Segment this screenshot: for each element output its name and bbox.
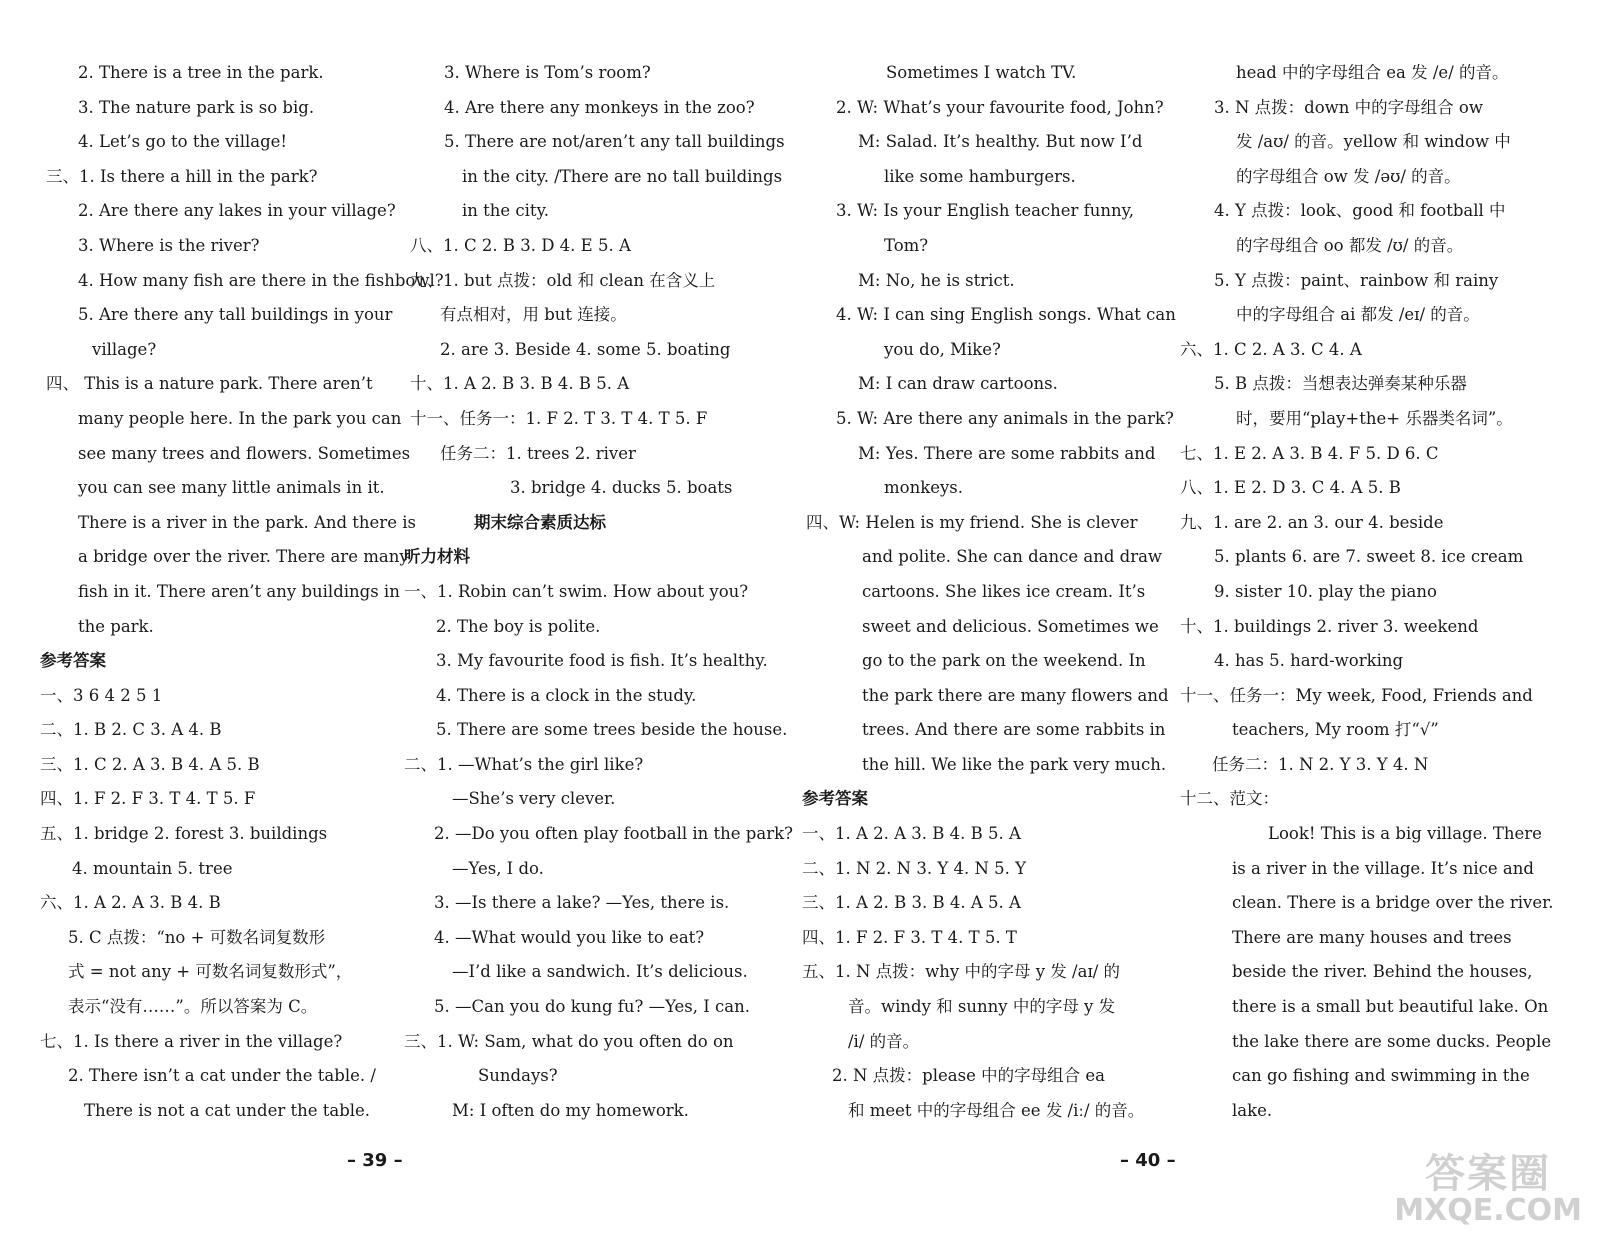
text-line: 5. C 点拨：“no + 可数名词复数形 — [68, 927, 326, 947]
text-line: 二、1. —What’s the girl like? — [404, 754, 644, 774]
text-line: 七、1. Is there a river in the village? — [40, 1031, 343, 1051]
text-line: Look! This is a big village. There — [1268, 824, 1542, 844]
text-line: 九、1. but 点拨：old 和 clean 在含义上 — [410, 270, 716, 290]
text-line: 5. There are some trees beside the house. — [436, 720, 788, 740]
text-line: can go fishing and swimming in the — [1232, 1066, 1530, 1086]
text-line: 一、1. A 2. A 3. B 4. B 5. A — [802, 824, 1021, 844]
text-line: 3. bridge 4. ducks 5. boats — [510, 478, 733, 498]
text-line: 二、1. B 2. C 3. A 4. B — [40, 720, 222, 740]
text-line: 八、1. C 2. B 3. D 4. E 5. A — [410, 235, 631, 255]
text-line: M: I can draw cartoons. — [858, 374, 1058, 394]
text-line: /i/ 的音。 — [848, 1031, 920, 1051]
text-line: 六、1. C 2. A 3. C 4. A — [1180, 339, 1362, 359]
text-line: 2. N 点拨：please 中的字母组合 ea — [832, 1066, 1105, 1086]
text-line: 表示“没有……”。所以答案为 C。 — [68, 997, 318, 1017]
text-line: cartoons. She likes ice cream. It’s — [862, 581, 1146, 601]
text-line: sweet and delicious. Sometimes we — [862, 616, 1159, 636]
text-line: 5. Are there any tall buildings in your — [78, 305, 393, 325]
watermark-text-cn: 答案圈 — [1425, 1151, 1552, 1197]
text-line: 4. There is a clock in the study. — [436, 685, 697, 705]
text-line: 3. Where is the river? — [78, 235, 260, 255]
text-line: there is a small but beautiful lake. On — [1232, 997, 1549, 1017]
section-label: 参考答案 — [40, 651, 106, 671]
text-line: 3. W: Is your English teacher funny, — [836, 201, 1135, 221]
text-line: fish in it. There aren’t any buildings in — [78, 581, 400, 601]
text-line: 2. —Do you often play football in the park? — [434, 824, 793, 844]
text-line: 音。windy 和 sunny 中的字母 y 发 — [848, 997, 1116, 1017]
text-line: 4. How many fish are there in the fishbowl? — [78, 270, 444, 290]
text-line: 和 meet 中的字母组合 ee 发 /iː/ 的音。 — [848, 1100, 1145, 1120]
text-line: 十、1. buildings 2. river 3. weekend — [1180, 616, 1479, 636]
text-line: 3. N 点拨：down 中的字母组合 ow — [1214, 97, 1483, 117]
text-line: see many trees and flowers. Sometimes — [78, 443, 411, 463]
text-line: teachers, My room 打“√” — [1232, 720, 1439, 740]
section-label: 参考答案 — [802, 789, 868, 809]
text-line: 三、1. C 2. A 3. B 4. A 5. B — [40, 754, 260, 774]
text-line: 有点相对，用 but 连接。 — [440, 305, 627, 325]
section-label: 听力材料 — [404, 547, 470, 567]
text-line: head 中的字母组合 ea 发 /e/ 的音。 — [1236, 63, 1509, 82]
text-line: 时，要用“play+the+ 乐器类名词”。 — [1236, 408, 1513, 428]
text-line: 4. W: I can sing English songs. What can — [836, 305, 1176, 325]
text-line: M: I often do my homework. — [452, 1100, 689, 1120]
text-line: you do, Mike? — [884, 339, 1001, 359]
text-line: in the city. — [462, 201, 549, 221]
text-line: 4. has 5. hard-working — [1214, 651, 1404, 671]
text-line: M: Salad. It’s healthy. But now I’d — [858, 132, 1143, 152]
text-line: 的字母组合 ow 发 /əʊ/ 的音。 — [1236, 166, 1461, 186]
text-line: many people here. In the park you can — [78, 408, 402, 428]
text-line: in the city. /There are no tall buildings — [462, 166, 783, 186]
text-line: Tom? — [884, 235, 929, 255]
page-number-right: – 40 – — [1120, 1150, 1176, 1171]
text-line: —She’s very clever. — [452, 789, 616, 809]
text-line: go to the park on the weekend. In — [862, 651, 1146, 671]
text-line: 十一、任务一：1. F 2. T 3. T 4. T 5. F — [410, 408, 708, 428]
text-line: village? — [92, 339, 157, 359]
text-line: lake. — [1232, 1100, 1273, 1120]
text-line: trees. And there are some rabbits in — [862, 720, 1166, 740]
text-line: 2. Are there any lakes in your village? — [78, 201, 396, 221]
text-line: 4. —What would you like to eat? — [434, 927, 705, 947]
text-line: monkeys. — [884, 478, 964, 498]
text-line: 3. Where is Tom’s room? — [444, 63, 651, 82]
watermark-text-en: MXQE.COM — [1394, 1193, 1582, 1228]
text-line: 4. Are there any monkeys in the zoo? — [444, 97, 755, 117]
text-line: you can see many little animals in it. — [78, 478, 385, 498]
text-line: 2. There isn’t a cat under the table. / — [68, 1066, 376, 1086]
text-line: 五、1. N 点拨：why 中的字母 y 发 /aɪ/ 的 — [802, 962, 1121, 982]
text-line: —Yes, I do. — [452, 858, 544, 878]
text-line: 中的字母组合 ai 都发 /eɪ/ 的音。 — [1236, 305, 1480, 325]
text-line: 3. The nature park is so big. — [78, 97, 315, 117]
text-line: 三、1. W: Sam, what do you often do on — [404, 1031, 734, 1051]
text-line: the hill. We like the park very much. — [862, 754, 1167, 774]
text-line: the park there are many flowers and — [862, 685, 1169, 705]
text-line: 5. —Can you do kung fu? —Yes, I can. — [434, 997, 750, 1017]
text-line: 3. My favourite food is fish. It’s healthy. — [436, 651, 768, 671]
text-line: the lake there are some ducks. People — [1232, 1031, 1552, 1051]
text-line: 发 /aʊ/ 的音。yellow 和 window 中 — [1236, 132, 1511, 152]
text-line: There are many houses and trees — [1232, 927, 1512, 947]
text-line: 2. W: What’s your favourite food, John? — [836, 97, 1164, 117]
text-line: There is not a cat under the table. — [84, 1100, 371, 1120]
watermark-logo — [1394, 1142, 1582, 1228]
text-line: 任务二：1. N 2. Y 3. Y 4. N — [1212, 754, 1429, 774]
text-line: —I’d like a sandwich. It’s delicious. — [452, 962, 748, 982]
text-line: 5. W: Are there any animals in the park? — [836, 408, 1174, 428]
text-line: 十、1. A 2. B 3. B 4. B 5. A — [410, 374, 630, 394]
text-line: 十二、范文： — [1180, 789, 1279, 809]
text-line: 九、1. are 2. an 3. our 4. beside — [1180, 512, 1444, 532]
text-line: 八、1. E 2. D 3. C 4. A 5. B — [1180, 478, 1401, 498]
text-line: 四、1. F 2. F 3. T 4. T 5. F — [40, 789, 256, 809]
text-line: and polite. She can dance and draw — [862, 547, 1163, 567]
section-heading: 期末综合素质达标 — [474, 512, 606, 532]
text-line: Sundays? — [478, 1066, 558, 1086]
text-line: 3. —Is there a lake? —Yes, there is. — [434, 893, 730, 913]
text-line: 三、1. A 2. B 3. B 4. A 5. A — [802, 893, 1021, 913]
text-line: 2. The boy is polite. — [436, 616, 601, 636]
text-line: 三、1. Is there a hill in the park? — [46, 166, 318, 186]
text-line: Sometimes I watch TV. — [886, 63, 1077, 82]
text-line: 4. Let’s go to the village! — [78, 132, 288, 152]
text-line: 一、1. Robin can’t swim. How about you? — [404, 581, 749, 601]
text-line: 六、1. A 2. A 3. B 4. B — [40, 893, 221, 913]
text-line: 任务二：1. trees 2. river — [440, 443, 636, 463]
text-line: the park. — [78, 616, 154, 636]
text-line: 式 = not any + 可数名词复数形式”， — [68, 962, 353, 982]
text-line: 5. Y 点拨：paint、rainbow 和 rainy — [1214, 270, 1499, 290]
column-4 — [0, 56, 1560, 1128]
text-line: M: Yes. There are some rabbits and — [858, 443, 1156, 463]
text-line: 二、1. N 2. N 3. Y 4. N 5. Y — [802, 858, 1027, 878]
text-line: 四、 This is a nature park. There aren’t — [46, 374, 373, 394]
text-line: 5. plants 6. are 7. sweet 8. ice cream — [1214, 547, 1524, 567]
text-line: is a river in the village. It’s nice and — [1232, 858, 1534, 878]
text-line: 2. are 3. Beside 4. some 5. boating — [440, 339, 731, 359]
text-line: beside the river. Behind the houses, — [1232, 962, 1533, 982]
text-line: 4. mountain 5. tree — [72, 858, 233, 878]
text-line: like some hamburgers. — [884, 166, 1076, 186]
text-line: clean. There is a bridge over the river. — [1232, 893, 1554, 913]
text-line: 一、3 6 4 2 5 1 — [40, 685, 163, 705]
text-line: 5. B 点拨：当想表达弹奏某种乐器 — [1214, 374, 1467, 394]
text-line: 五、1. bridge 2. forest 3. buildings — [40, 824, 328, 844]
text-line: 9. sister 10. play the piano — [1214, 581, 1437, 601]
text-line: 十一、任务一：My week, Food, Friends and — [1180, 685, 1533, 705]
page-number-left: – 39 – — [347, 1150, 403, 1171]
text-line: a bridge over the river. There are many — [78, 547, 409, 567]
text-line: 四、W: Helen is my friend. She is clever — [806, 512, 1138, 532]
text-line: There is a river in the park. And there is — [78, 512, 416, 532]
text-line: 2. There is a tree in the park. — [78, 63, 324, 82]
text-line: 4. Y 点拨：look、good 和 football 中 — [1214, 201, 1506, 221]
text-line: 七、1. E 2. A 3. B 4. F 5. D 6. C — [1180, 443, 1439, 463]
text-line: 四、1. F 2. F 3. T 4. T 5. T — [802, 927, 1017, 947]
text-line: 的字母组合 oo 都发 /ʊ/ 的音。 — [1236, 235, 1464, 255]
text-line: 5. There are not/aren’t any tall buildings — [444, 132, 785, 152]
text-line: M: No, he is strict. — [858, 270, 1015, 290]
